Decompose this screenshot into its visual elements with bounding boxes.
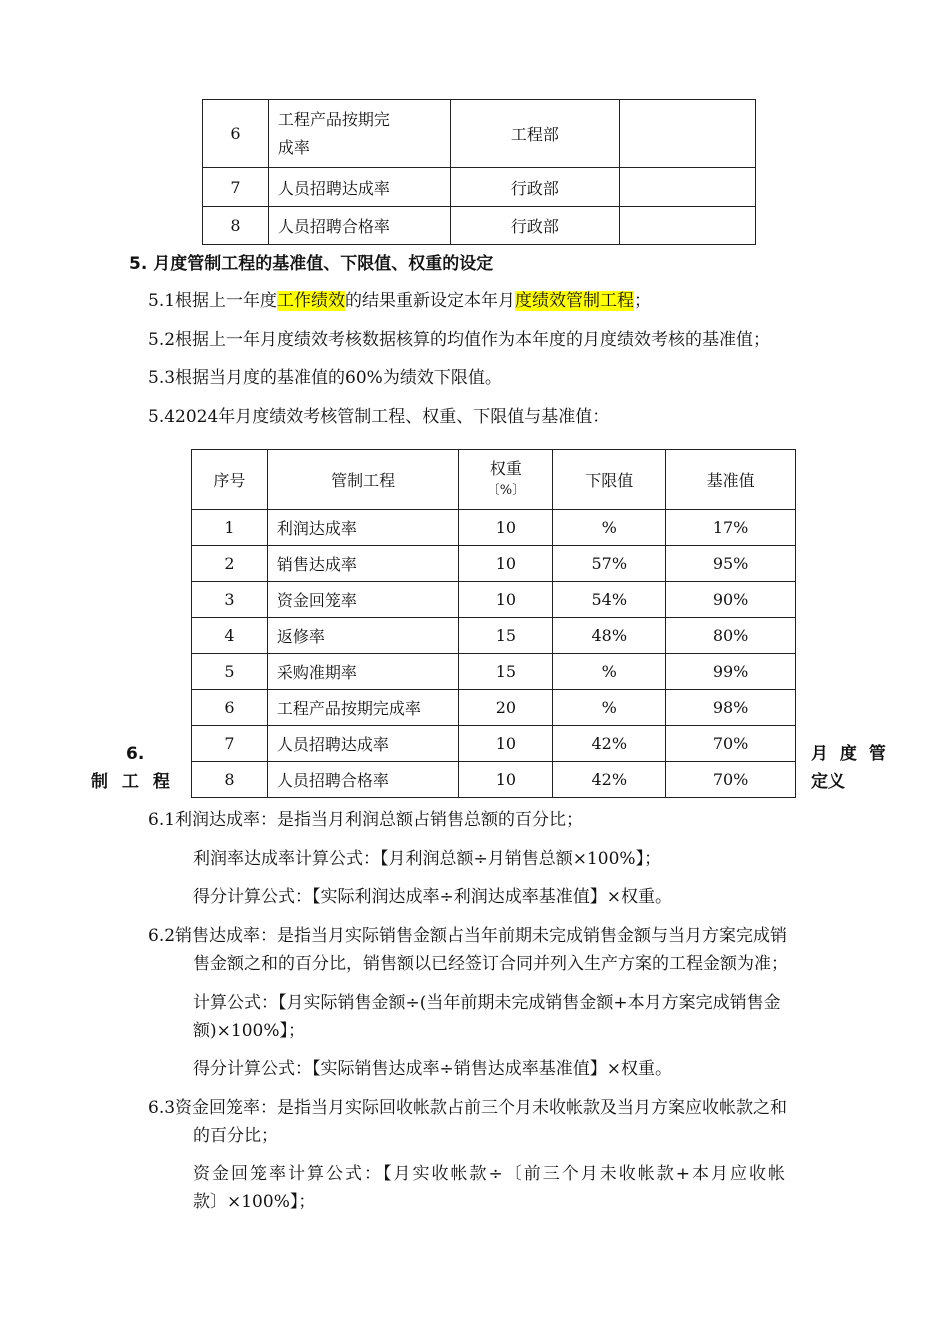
highlight: 工作绩效 [277,291,346,311]
cell-base: 17% [666,510,796,546]
cell-base: 90% [666,582,796,618]
cell-lower: 42% [553,762,666,798]
cell-weight: 10 [459,726,553,762]
cell-num: 6 [192,690,268,726]
cell-base: 98% [666,690,796,726]
table-header-row [192,450,796,510]
header-lower: 下限值 [553,450,666,510]
highlight: 度绩效管制工程 [515,291,635,311]
cell-item [268,100,450,168]
cell-lower: 42% [553,726,666,762]
cell-item: 返修率 [267,618,459,654]
cell-extra [620,100,756,168]
s61-definition: 6.1利润达成率：是指当月利润总额占销售总额的百分比； [148,810,584,830]
cell-lower: % [553,510,666,546]
header-num: 序号 [192,450,268,510]
cell-item: 资金回笼率 [267,582,459,618]
header-base: 基准值 [666,450,796,510]
cell-num: 4 [192,618,268,654]
table-row [192,618,796,654]
s63-definition-line1: 6.3资金回笼率：是指当月实际回收帐款占前三个月未收帐款及当月方案应收帐款之和 [148,1098,788,1118]
cell-item-line: 成率 [277,137,310,157]
s63-definition-line2: 的百分比； [193,1126,278,1146]
s62-formula-line2: 额)×100%】； [193,1021,305,1041]
s63-formula-line1: 资金回笼率计算公式：【月实收帐款÷〔前三个月未收帐款+本月应收帐 [193,1164,787,1184]
section5-p4: 5.42024年月度绩效考核管制工程、权重、下限值与基准值： [148,407,610,427]
table-row [192,654,796,690]
cell-item: 人员招聘合格率 [268,207,450,245]
s63-formula-line2: 款〕×100%】； [193,1192,316,1212]
metrics-table [191,449,796,798]
cell-base: 70% [666,762,796,798]
cell-item: 销售达成率 [267,546,459,582]
table-row [203,207,756,245]
cell-num: 8 [203,207,269,245]
cell-weight: 20 [459,690,553,726]
cell-weight: 10 [459,582,553,618]
cell-item: 工程产品按期完成率 [267,690,459,726]
cell-base: 95% [666,546,796,582]
cell-dept: 工程部 [450,100,620,168]
s61-score-formula: 得分计算公式：【实际利润达成率÷利润达成率基准值】×权重。 [193,887,672,907]
cell-num: 6 [203,100,269,168]
cell-extra [620,168,756,207]
table-row [192,582,796,618]
cell-dept: 行政部 [450,207,620,245]
text: 5.1根据上一年度 [148,291,278,311]
cell-num: 1 [192,510,268,546]
cell-num: 8 [192,762,268,798]
s61-formula: 利润率达成率计算公式：【月利润总额÷月销售总额×100%】； [193,849,662,869]
table-row [192,510,796,546]
table-row [203,168,756,207]
table-row [203,100,756,168]
cell-dept: 行政部 [450,168,620,207]
cell-lower: 57% [553,546,666,582]
s62-score-formula: 得分计算公式：【实际销售达成率÷销售达成率基准值】×权重。 [193,1059,672,1079]
table-continued [202,99,756,245]
section6-heading-left2: 制 工 程 [91,772,174,792]
cell-weight: 10 [459,762,553,798]
section6-heading-right1: 月 度 管 [811,744,889,764]
header-weight-unit: 〔%〕 [486,482,526,498]
cell-weight: 15 [459,618,553,654]
cell-weight: 10 [459,546,553,582]
cell-item: 采购准期率 [267,654,459,690]
cell-item: 人员招聘达成率 [267,726,459,762]
header-item: 管制工程 [267,450,459,510]
section6-heading-left1: 6. [126,744,145,764]
cell-item: 人员招聘合格率 [267,762,459,798]
cell-base: 70% [666,726,796,762]
section5-p2: 5.2根据上一年月度绩效考核数据核算的均值作为本年度的月度绩效考核的基准值； [148,330,771,350]
text: 的结果重新设定本年月 [345,291,516,311]
section5-heading: 5. 月度管制工程的基准值、下限值、权重的设定 [129,254,494,274]
cell-base: 80% [666,618,796,654]
cell-item: 人员招聘达成率 [268,168,450,207]
cell-num: 7 [192,726,268,762]
cell-num: 2 [192,546,268,582]
cell-num: 5 [192,654,268,690]
cell-item: 利润达成率 [267,510,459,546]
section6-heading-right2: 定义 [811,772,845,792]
cell-extra [620,207,756,245]
text: ； [634,291,652,311]
cell-num: 3 [192,582,268,618]
cell-item-line: 工程产品按期完 [277,109,390,129]
section5-p1 [148,289,651,313]
table-row [192,762,796,798]
s62-definition-line1: 6.2销售达成率：是指当月实际销售金额占当年前期未完成销售金额与当月方案完成销 [148,926,788,946]
cell-num: 7 [203,168,269,207]
section5-p3: 5.3根据当月度的基准值的60%为绩效下限值。 [148,368,502,388]
table-row [192,546,796,582]
cell-weight: 10 [459,510,553,546]
s62-definition-line2: 售金额之和的百分比，销售额以已经签订合同并列入生产方案的工程金额为准； [193,954,788,974]
cell-base: 99% [666,654,796,690]
cell-lower: 48% [553,618,666,654]
table-row [192,690,796,726]
cell-lower: % [553,654,666,690]
cell-lower: 54% [553,582,666,618]
cell-weight: 15 [459,654,553,690]
s62-formula-line1: 计算公式：【月实际销售金额÷(当年前期未完成销售金额+本月方案完成销售金 [193,993,781,1013]
cell-lower: % [553,690,666,726]
table-row [192,726,796,762]
header-weight [459,450,553,510]
header-weight-line: 权重 [489,458,522,478]
